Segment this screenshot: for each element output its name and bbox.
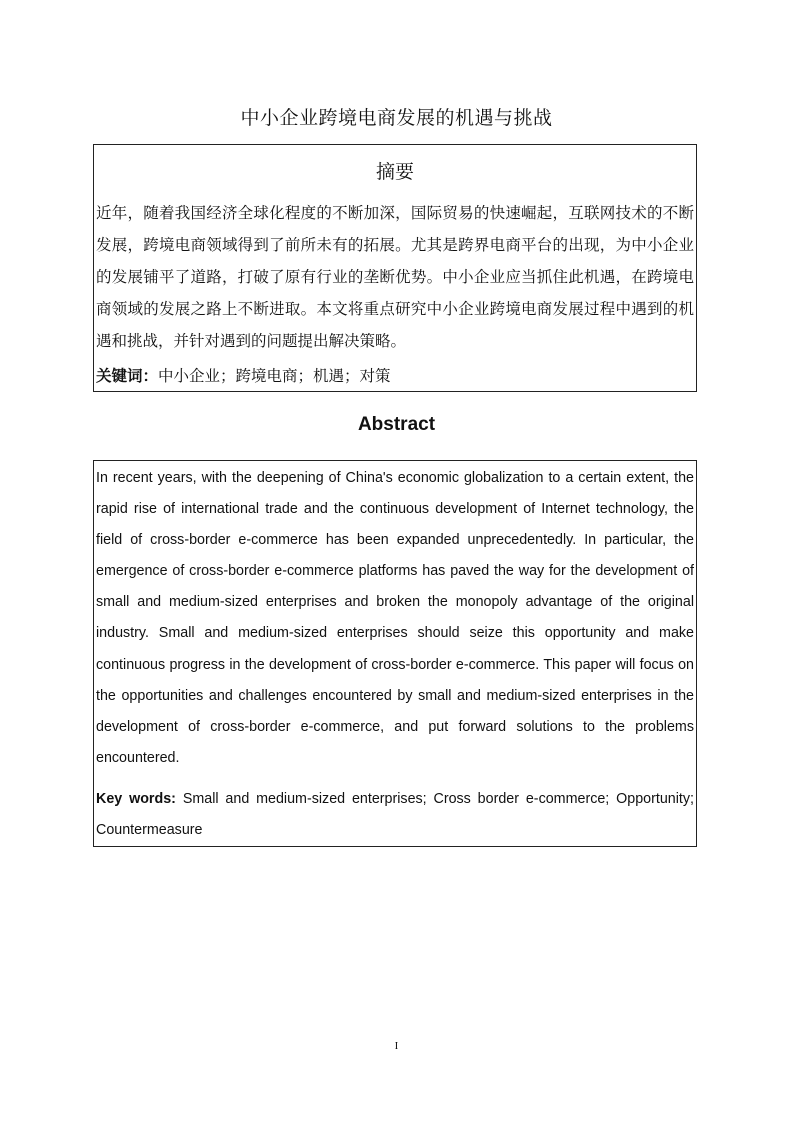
chinese-keywords-value: 中小企业；跨境电商；机遇；对策 [158, 367, 391, 385]
english-abstract-box [93, 460, 697, 847]
page-number: I [394, 1040, 399, 1052]
english-abstract-heading: Abstract [357, 414, 436, 435]
english-keywords-label: Key words: [96, 791, 176, 807]
paper-title: 中小企业跨境电商发展的机遇与挑战 [240, 107, 553, 129]
chinese-keywords [96, 362, 694, 390]
chinese-abstract-heading: 摘要 [375, 161, 414, 183]
english-keywords-value: Small and medium-sized enterprises; Cross border e-commerce; Opportunity; Countermeasure [96, 791, 695, 838]
english-abstract-body: In recent years, with the deepening of China's economic globalization to a certain extent, the rapid rise of international trade and the continuous development of Internet technology, the field of cross-border e-commerce has been expanded unprecedentedly. In particular, the emergence of cross-border e-commerce platforms has paved the way for the development of small and medium-sized enterprises and broken the monopoly advantage of the original industry. Small and medium-sized enterprises should seize this opportunity and make continuous progress in the development of cross-border e-commerce. This paper will focus on the opportunities and challenges encountered by small and medium-sized enterprises in the development of cross-border e-commerce, and put forward solutions to the problems encountered. [96, 470, 694, 766]
chinese-abstract-body: 近年，随着我国经济全球化程度的不断加深，国际贸易的快速崛起，互联网技术的不断发展，跨境电商领域得到了前所未有的拓展。尤其是跨界电商平台的出现，为中小企业的发展铺平了道路，打破了原有行业的垄断优势。中小企业应当抓住此机遇，在跨境电商领域的发展之路上不断进取。本文将重点研究中小企业跨境电商发展过程中遇到的机遇和挑战，并针对遇到的问题提出解决策略。 [96, 204, 694, 350]
chinese-keywords-label: 关键词： [96, 366, 159, 385]
english-keywords [96, 784, 694, 846]
chinese-abstract-box [93, 144, 697, 392]
